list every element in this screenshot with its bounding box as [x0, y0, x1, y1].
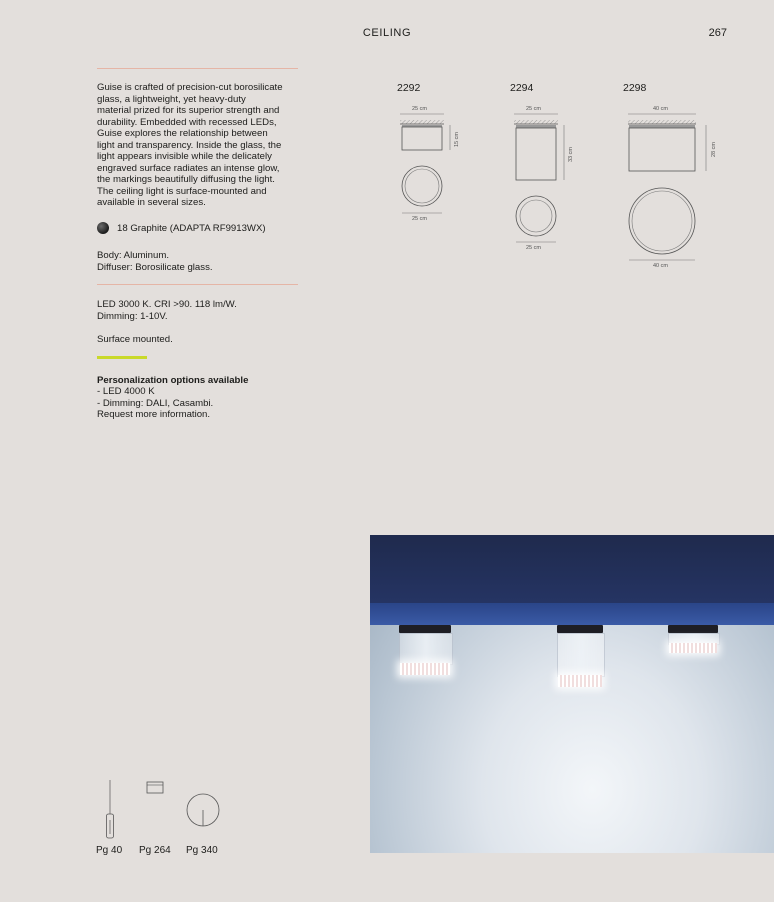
dim-2298-height: 28 cm [711, 142, 717, 157]
model-code-2292: 2292 [397, 82, 421, 94]
mounting-text: Surface mounted. [97, 334, 173, 345]
dim-2292-width: 25 cm [412, 106, 427, 112]
model-code-2294: 2294 [510, 82, 534, 94]
lamp-glass [557, 633, 605, 677]
accent-rule [97, 356, 147, 359]
related-link-pg40[interactable]: Pg 40 [96, 845, 123, 856]
model-code-2298: 2298 [623, 82, 647, 94]
pendant-lamp-icon [107, 780, 114, 838]
divider-top [97, 68, 298, 69]
drawing-2294 [514, 114, 564, 242]
dim-2292-height: 15 cm [454, 132, 460, 147]
section-title: CEILING [362, 27, 412, 39]
materials-text: Body: Aluminum. Diffuser: Borosilicate glass. [97, 250, 213, 273]
related-link-pg340[interactable]: Pg 340 [186, 845, 218, 856]
finish-label: 18 Graphite (ADAPTA RF9913WX) [117, 222, 266, 234]
technical-drawings [370, 100, 740, 280]
wall-lamp-icon [187, 794, 219, 826]
drawing-2298 [628, 114, 706, 260]
lamp-glow [400, 663, 450, 675]
dim-2294-width: 25 cm [526, 106, 541, 112]
drawing-2292 [400, 114, 450, 213]
dim-2294-height: 33 cm [568, 147, 574, 162]
lamp-glass [399, 633, 453, 665]
lamp-cap [399, 625, 451, 633]
lamp-cap [557, 625, 603, 633]
lamp-cap [668, 625, 718, 633]
personalization-body: - LED 4000 K - Dimming: DALI, Casambi. Request more information. [97, 386, 214, 420]
ceiling-panel [370, 535, 774, 603]
related-link-pg264[interactable]: Pg 264 [139, 845, 171, 856]
product-photo [370, 535, 774, 853]
dim-2292-diameter: 25 cm [412, 216, 427, 222]
page-number: 267 [708, 27, 727, 39]
ceiling-lamp-icon [147, 782, 163, 793]
related-icons [95, 780, 225, 842]
specs-text: LED 3000 K. CRI >90. 118 lm/W. Dimming: 1-10V. [97, 299, 237, 322]
finish-option [97, 222, 266, 234]
dim-2294-diameter: 25 cm [526, 245, 541, 251]
product-description: Guise is crafted of precision-cut borosilicate glass, a lightweight, yet heavy-duty material prized for its superior strength and durability. Embedded with recessed LEDs, Guise explores the relationship between light and transparency. Inside the glass, the light appears invisible while the delicately engraved surface radiates an intense glow, the markings beautifully diffusing the light. The ceiling light is surface-mounted and available in several sizes. [97, 82, 283, 208]
dim-2298-width: 40 cm [653, 106, 668, 112]
dim-2298-diameter: 40 cm [653, 263, 668, 269]
lamp-glow [558, 675, 602, 687]
graphite-swatch-icon [97, 222, 109, 234]
personalization-title: Personalization options available [97, 375, 249, 386]
ceiling-edge [370, 603, 774, 625]
divider-mid [97, 284, 298, 285]
lamp-glow [669, 643, 717, 653]
